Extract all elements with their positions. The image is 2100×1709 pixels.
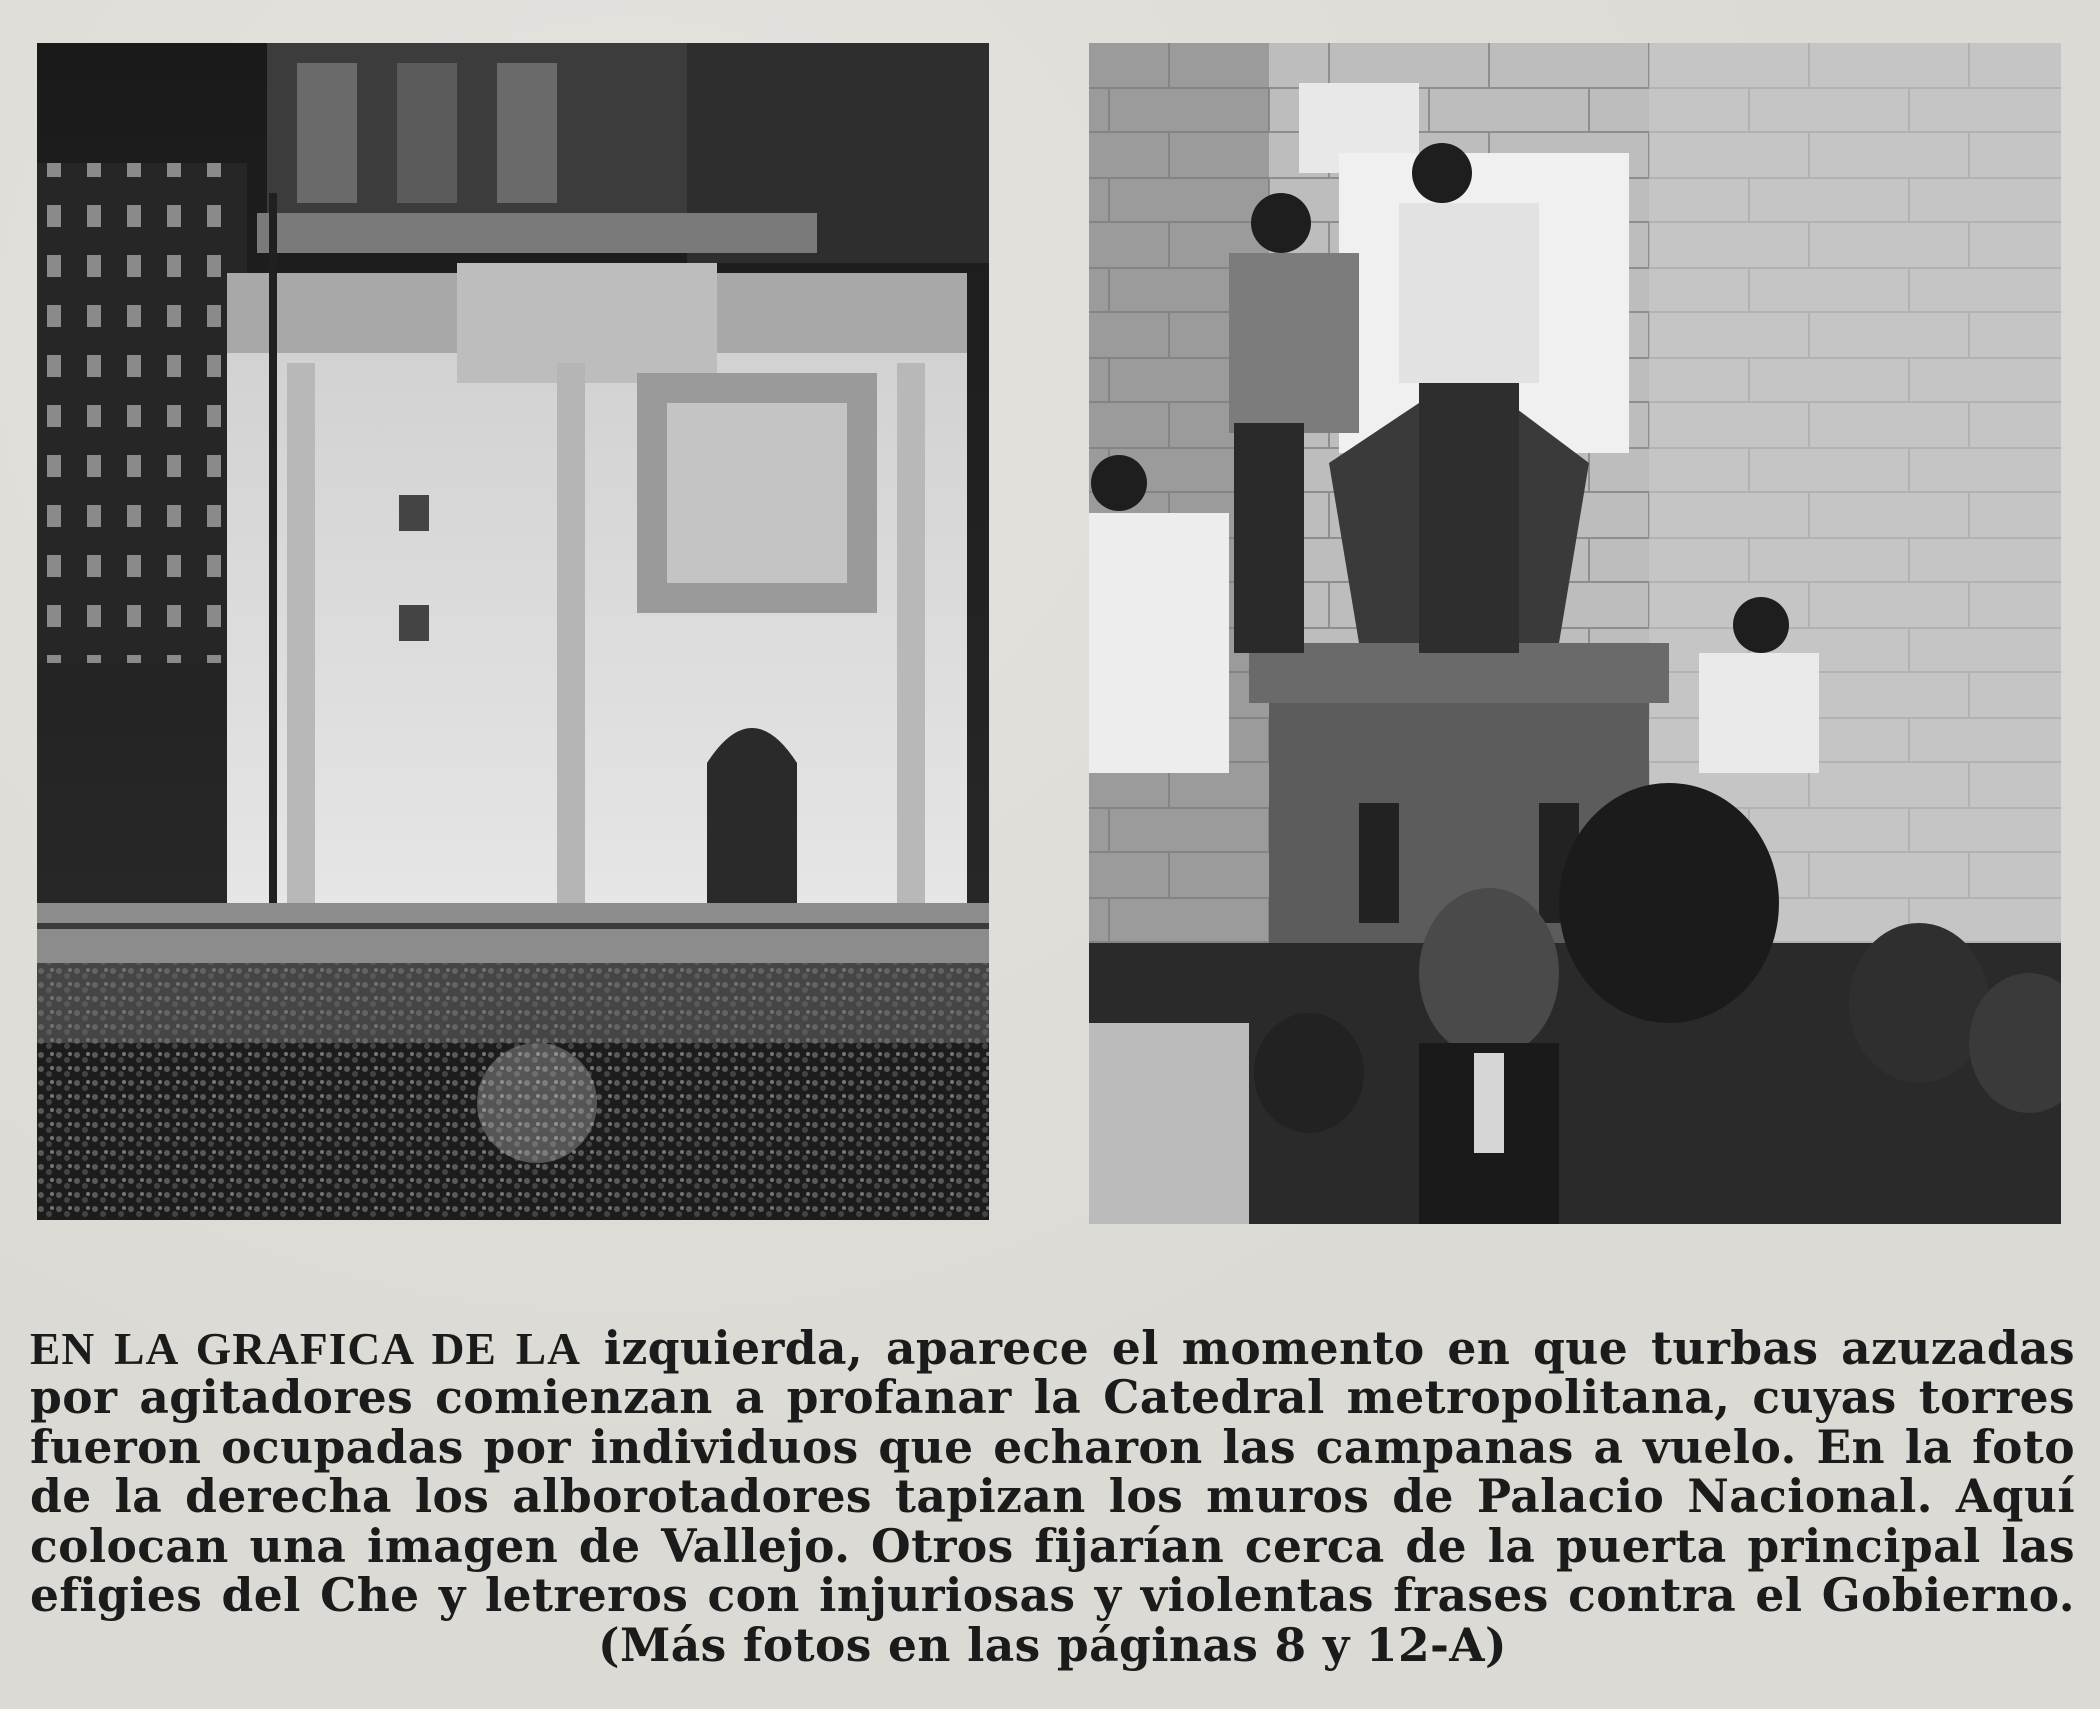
cathedral-photo-image [37,43,989,1220]
photo-caption [30,1320,2075,1673]
cathedral-photo [37,43,989,1220]
caption-lead: EN LA GRAFICA DE LA [30,1322,581,1374]
palace-wall-photo-image [1089,43,2061,1224]
caption-body: izquierda, aparece el momento en que turbas azuzadas por agitadores comienzan a profanar la Catedral metropolitana, cuyas torres fueron ocupadas por individuos que echaron las campanas a vuelo. En la foto de la derecha los alborotadores tapizan los muros de Palacio Nacional. Aquí colocan una imagen de Vallejo. Otros fijarían cerca de la puerta principal las efigies del Che y letreros con injuriosas y violentas frases contra el Gobierno. (Más fotos en las páginas 8 y 12-A) [30,1320,2075,1673]
palace-wall-photo [1089,43,2061,1224]
